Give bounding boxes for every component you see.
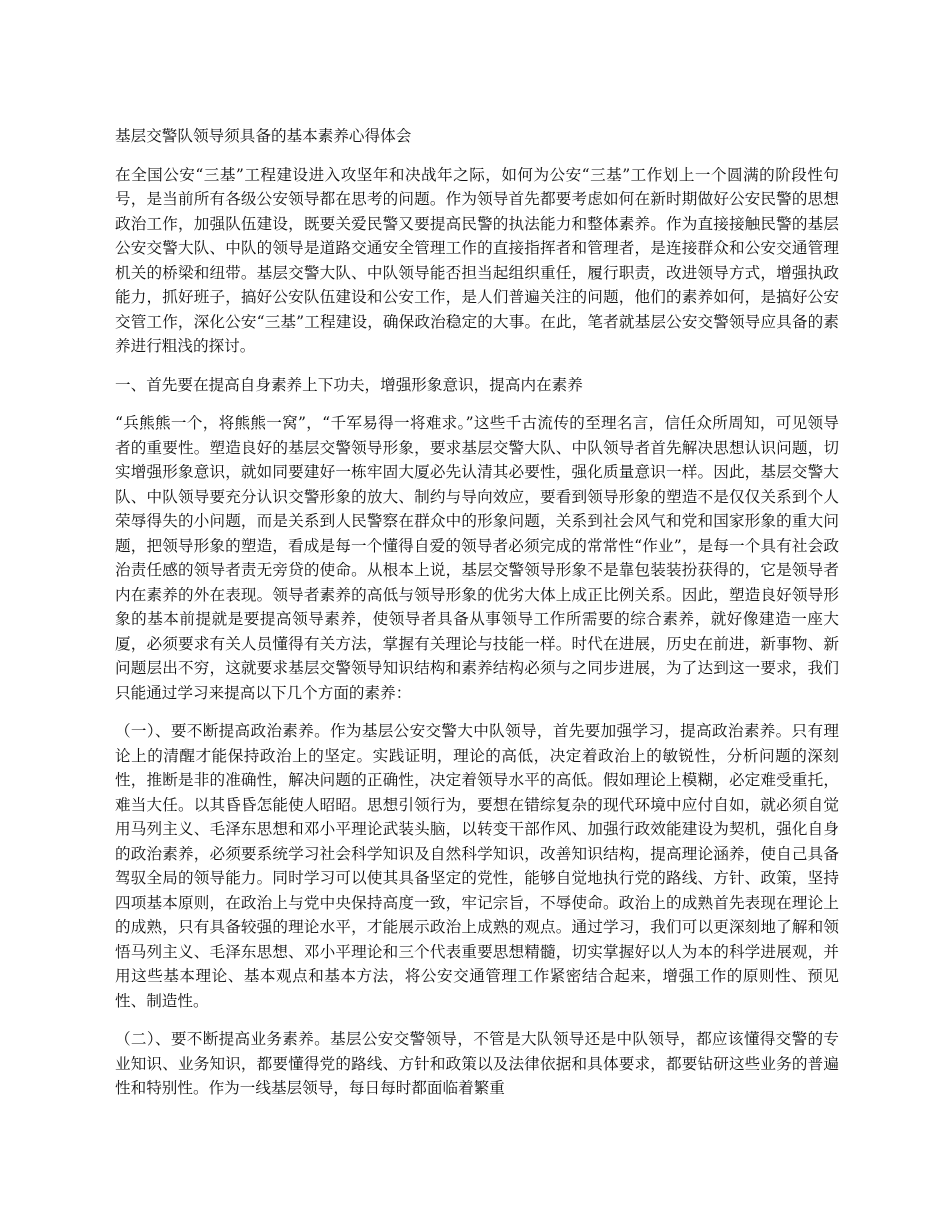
document-title: 基层交警队领导须具备的基本素养心得体会 — [115, 127, 412, 145]
document-page — [115, 124, 839, 1115]
intro-paragraph: 在全国公安“三基”工程建设进入攻坚年和决战年之际，如何为公安“三基”工作划上一个圆满的阶段性句号，是当前所有各级公安领导都在思考的问题。作为领导首先都要考虑如何在新时期做好公安民警的思想政治工作，加强队伍建设，既要关爱民警又要提高民警的执法能力和整体素养。作为直接接触民警的基层公安交警大队、中队的领导是道路交通安全管理工作的直接指挥者和管理者，是连接群众和公安交通管理机关的桥梁和纽带。基层交警大队、中队领导能否担当起组织重任，履行职责，改进领导方式，增强执政能力，抓好班子，搞好公安队伍建设和公安工作，是人们普遍关注的问题，他们的素养如何，是搞好公安交管工作，深化公安“三基”工程建设，确保政治稳定的大事。在此，笔者就基层公安交警领导应具备的素养进行粗浅的探讨。 — [115, 165, 839, 355]
subsection-1-paragraph: （一）、要不断提高政治素养。作为基层公安交警大中队领导，首先要加强学习，提高政治素养。只有理论上的清醒才能保持政治上的坚定。实践证明，理论的高低，决定着政治上的敏锐性，分析问题的深刻性，推断是非的准确性，解决问题的正确性，决定着领导水平的高低。假如理论上模糊，必定难受重托，难当大任。以其昏昏怎能使人昭昭。思想引领行为，要想在错综复杂的现代环境中应付自如，就必须自觉用马列主义、毛泽东思想和邓小平理论武装头脑，以转变干部作风、加强行政效能建设为契机，强化自身的政治素养，必须要系统学习社会科学知识及自然科学知识，改善知识结构，提高理论涵养，使自己具备驾驭全局的领导能力。同时学习可以使其具备坚定的党性，能够自觉地执行党的路线、方针、政策，坚持四项基本原则，在政治上与党中央保持高度一致，牢记宗旨，不辱使命。政治上的成熟首先表现在理论上的成熟，只有具备较强的理论水平，才能展示政治上成熟的观点。通过学习，我们可以更深刻地了解和领悟马列主义、毛泽东思想、邓小平理论和三个代表重要思想精髓，切实掌握好以人为本的科学进展观，并用这些基本理论、基本观点和基本方法，将公安交通管理工作紧密结合起来，增强工作的原则性、预见性、制造性。 — [115, 722, 839, 1010]
section-1-paragraph: “兵熊熊一个，将熊熊一窝”，“千军易得一将难求。”这些千古流传的至理名言，信任众所周知，可见领导者的重要性。塑造良好的基层交警领导形象，要求基层交警大队、中队领导者首先解决思想认识问题，切实增强形象意识，就如同要建好一栋牢固大厦必先认清其必要性，强化质量意识一样。因此，基层交警大队、中队领导要充分认识交警形象的放大、制约与导向效应，要看到领导形象的塑造不是仅仅关系到个人荣辱得失的小问题，而是关系到人民警察在群众中的形象问题，关系到社会风气和党和国家形象的重大问题，把领导形象的塑造，看成是每一个懂得自爱的领导者必须完成的常常性“作业”，是每一个具有社会政治责任感的领导者责无旁贷的使命。从根本上说，基层交警领导形象不是靠包装装扮获得的，它是领导者内在素养的外在表现。领导者素养的高低与领导形象的优劣大体上成正比例关系。因此，塑造良好领导形象的基本前提就是要提高领导素养，使领导者具备从事领导工作所需要的综合素养，就好像建造一座大厦，必须要求有关人员懂得有关方法，掌握有关理论与技能一样。时代在进展，历史在前进，新事物、新问题层出不穷，这就要求基层交警领导知识结构和素养结构必须与之同步进展，为了达到这一要求，我们只能通过学习来提高以下几个方面的素养： — [115, 414, 839, 702]
subsection-2-paragraph: （二）、要不断提高业务素养。基层公安交警领导，不管是大队领导还是中队领导，都应该懂得交警的专业知识、业务知识，都要懂得党的路线、方针和政策以及法律依据和具体要求，都要钻研这些业务的普遍性和特别性。作为一线基层领导，每日每时都面临着繁重 — [115, 1030, 839, 1097]
section-1-heading: 一、首先要在提高自身素养上下功夫，增强形象意识，提高内在素养 — [115, 375, 583, 394]
